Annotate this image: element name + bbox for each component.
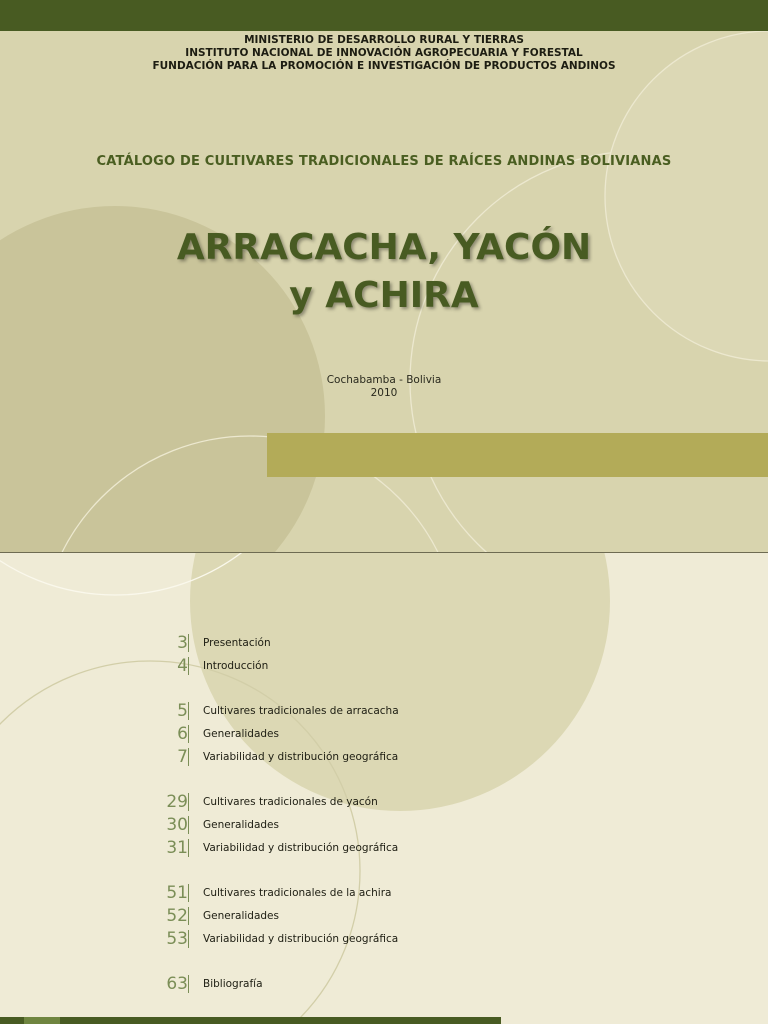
toc-entry[interactable] xyxy=(150,701,570,723)
catalog-title: CATÁLOGO DE CULTIVARES TRADICIONALES DE RAÍCES ANDINAS BOLIVIANAS xyxy=(96,154,672,169)
cover-accent-bar xyxy=(267,433,768,477)
toc-separator xyxy=(188,748,189,766)
toc-label: Cultivares tradicionales de yacón xyxy=(203,796,378,808)
toc-label: Variabilidad y distribución geográfica xyxy=(203,933,399,945)
toc-separator xyxy=(188,725,189,743)
toc-separator xyxy=(188,930,189,948)
toc-separator xyxy=(188,634,189,652)
publication-info xyxy=(0,374,768,400)
toc-page-number: 63 xyxy=(166,974,188,994)
toc-page-number: 4 xyxy=(177,656,188,676)
toc-page-number: 7 xyxy=(177,747,188,767)
toc-entry[interactable] xyxy=(150,633,570,655)
toc-page-number: 51 xyxy=(166,883,188,903)
toc-entry[interactable] xyxy=(150,747,570,769)
toc-label: Variabilidad y distribución geográfica xyxy=(203,751,399,763)
toc-page-number: 5 xyxy=(177,701,188,721)
toc-entry[interactable] xyxy=(150,974,570,996)
main-title xyxy=(0,224,768,320)
toc-circle-filled xyxy=(190,553,610,811)
toc-label: Variabilidad y distribución geográfica xyxy=(203,842,399,854)
ministry-line: MINISTERIO DE DESARROLLO RURAL Y TIERRAS xyxy=(244,34,524,46)
toc-label: Presentación xyxy=(203,637,271,649)
publication-year: 2010 xyxy=(370,387,398,399)
toc-separator xyxy=(188,793,189,811)
toc-page-number: 53 xyxy=(166,929,188,949)
toc-page-number: 30 xyxy=(166,815,188,835)
institution-header xyxy=(0,34,768,73)
toc-entry[interactable] xyxy=(150,724,570,746)
toc-page-number: 52 xyxy=(166,906,188,926)
toc-label: Bibliografía xyxy=(203,978,263,990)
toc-label: Cultivares tradicionales de la achira xyxy=(203,887,392,899)
toc-label: Cultivares tradicionales de arracacha xyxy=(203,705,399,717)
toc-page-number: 31 xyxy=(166,838,188,858)
top-color-bar xyxy=(0,0,768,31)
toc-entry[interactable] xyxy=(150,929,570,951)
bottom-color-bar xyxy=(0,1017,501,1024)
toc-entry[interactable] xyxy=(150,656,570,678)
institute-line: INSTITUTO NACIONAL DE INNOVACIÓN AGROPECUARIA Y FORESTAL xyxy=(185,47,583,59)
toc-entry[interactable] xyxy=(150,792,570,814)
toc-entry[interactable] xyxy=(150,906,570,928)
toc-separator xyxy=(188,816,189,834)
toc-label: Generalidades xyxy=(203,819,279,831)
toc-page-number: 6 xyxy=(177,724,188,744)
toc-label: Introducción xyxy=(203,660,269,672)
toc-separator xyxy=(188,907,189,925)
toc-background xyxy=(0,553,768,1024)
toc-entry[interactable] xyxy=(150,883,570,905)
main-title-line-1: ARRACACHA, YACÓN xyxy=(176,227,592,268)
toc-separator xyxy=(188,702,189,720)
toc-page-number: 3 xyxy=(177,633,188,653)
toc-label: Generalidades xyxy=(203,910,279,922)
toc-separator xyxy=(188,839,189,857)
bottom-accent-mark xyxy=(24,1017,60,1024)
toc-separator xyxy=(188,975,189,993)
toc-decorative-circles xyxy=(0,553,768,1024)
toc-entry[interactable] xyxy=(150,838,570,860)
toc-separator xyxy=(188,884,189,902)
publication-place: Cochabamba - Bolivia xyxy=(326,374,442,386)
toc-page-number: 29 xyxy=(166,792,188,812)
main-title-line-2: y ACHIRA xyxy=(289,275,479,316)
toc-label: Generalidades xyxy=(203,728,279,740)
foundation-line: FUNDACIÓN PARA LA PROMOCIÓN E INVESTIGACIÓN DE PRODUCTOS ANDINOS xyxy=(152,60,616,72)
toc-separator xyxy=(188,657,189,675)
toc-entry[interactable] xyxy=(150,815,570,837)
